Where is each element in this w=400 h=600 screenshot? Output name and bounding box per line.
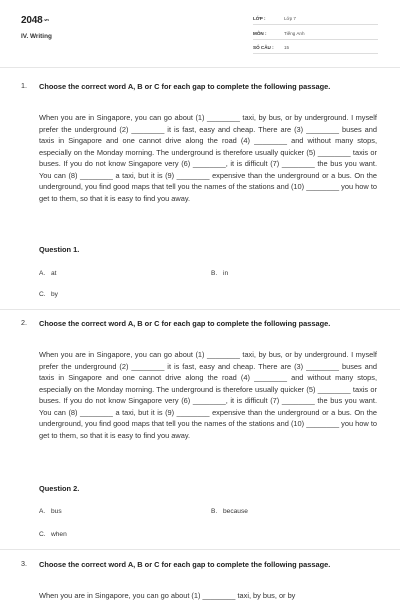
meta-subject-label: MÔN : <box>253 31 267 36</box>
option-letter: C. <box>39 291 46 298</box>
option-text: when <box>51 531 67 538</box>
answer-option-a[interactable] <box>39 270 57 277</box>
meta-class-label: LỚP : <box>253 16 266 21</box>
question-instruction: Choose the correct word A, B or C for each gap to complete the following passage. <box>39 319 331 328</box>
meta-count-label: SỐ CÂU : <box>253 45 274 50</box>
answer-option-c[interactable] <box>39 531 67 538</box>
header-divider <box>0 67 400 68</box>
option-text: bus <box>51 508 62 515</box>
question-number: 1. <box>21 81 27 90</box>
option-letter: A. <box>39 270 46 277</box>
answer-option-c[interactable] <box>39 291 58 298</box>
logo-suffix: .vn <box>43 17 49 22</box>
meta-count-value: 15 <box>284 45 290 50</box>
question-number: 2. <box>21 318 27 327</box>
page-header <box>0 0 400 66</box>
option-letter: B. <box>211 270 218 277</box>
reading-passage: When you are in Singapore, you can go about (1) ________ taxi, by bus, or by <box>39 591 296 600</box>
meta-count-row <box>253 43 378 54</box>
meta-class-row <box>253 14 378 25</box>
meta-subject-row <box>253 29 378 40</box>
section-title: IV. Writing <box>21 33 52 40</box>
answer-option-a[interactable] <box>39 508 62 515</box>
option-text: in <box>223 270 229 277</box>
question-sub-label: Question 2. <box>39 484 80 493</box>
option-text: because <box>223 508 248 515</box>
site-logo[interactable] <box>21 15 49 26</box>
answer-option-b[interactable] <box>211 508 248 515</box>
question-instruction: Choose the correct word A, B or C for each gap to complete the following passage. <box>39 82 331 91</box>
option-letter: B. <box>211 508 218 515</box>
logo-text: 2048 <box>21 15 43 26</box>
meta-subject-value: Tiếng Anh <box>284 31 305 36</box>
option-letter: C. <box>39 531 46 538</box>
meta-class-value: Lớp 7 <box>284 16 296 21</box>
option-text: at <box>51 270 57 277</box>
question-instruction: Choose the correct word A, B or C for each gap to complete the following passage. <box>39 560 331 569</box>
answer-option-b[interactable] <box>211 270 228 277</box>
option-text: by <box>51 291 58 298</box>
reading-passage: When you are in Singapore, you can go about (1) ________ taxi, by bus, or by underground. I myself prefer the underground (2) ________ it is fast, easy and cheap. There are (3) ________ buses and taxis in Singapore and one cannot drive along the road (4) ________ and without many stops, especially on the Monday morning. The underground is therefore usually quicker (5) ________ taxis or buses. If you do not know Singapore very (6) ________, it is difficult (7) ________ the bus you want. You can (8) ________ a taxi, but it is (9) ________ expensive than the underground or a bus. On the underground, you find good maps that tell you the names of the stations and (10) ________ you how to get to them, so that it is easy to find you away. <box>39 350 377 440</box>
question-divider <box>0 309 400 310</box>
question-number: 3. <box>21 559 27 568</box>
reading-passage: When you are in Singapore, you can go about (1) ________ taxi, by bus, or by underground. I myself prefer the underground (2) ________ it is fast, easy and cheap. There are (3) ________ buses and taxis in Singapore and one cannot drive along the road (4) ________ and without many stops, especially on the Monday morning. The underground is therefore usually quicker (5) ________ taxis or buses. If you do not know Singapore very (6) ________, it is difficult (7) ________ the bus you want. You can (8) ________ a taxi, but it is (9) ________ expensive than the underground or a bus. On the underground, you find good maps that tell you the names of the stations and (10) ________ you how to get to them, so that it is easy to find you away. <box>39 113 377 203</box>
question-divider <box>0 549 400 550</box>
question-sub-label: Question 1. <box>39 245 80 254</box>
option-letter: A. <box>39 508 46 515</box>
